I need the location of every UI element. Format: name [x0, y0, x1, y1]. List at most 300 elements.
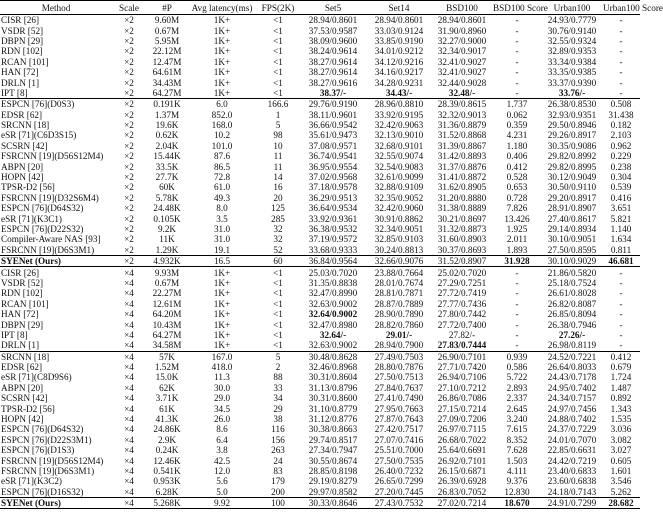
table-cell: 6.0	[188, 99, 256, 110]
table-cell: 24.43/0.7178	[547, 372, 597, 383]
table-cell: 1K+	[213, 298, 231, 309]
table-cell: 0.939	[492, 351, 542, 362]
table-cell: 12.0	[213, 465, 231, 476]
table-cell: 0.953K	[153, 476, 181, 487]
table-cell: ×4	[124, 340, 134, 351]
table-cell: 9.93M	[146, 267, 188, 278]
table-cell: 1K+	[213, 319, 231, 330]
table-cell: 3.8	[216, 445, 228, 456]
table-row	[0, 278, 640, 288]
table-cell: 0.182	[610, 120, 632, 131]
table-row	[0, 15, 640, 26]
table-cell	[492, 497, 542, 508]
method-cell: HOPN [42]	[1, 172, 44, 183]
table-row	[0, 330, 640, 340]
method-cell: TPSR-D2 [56]	[1, 403, 55, 414]
table-cell: 31.36/0.8879	[437, 120, 487, 131]
table-cell: 0.304	[610, 172, 632, 183]
table-cell: 25.18/0.7524	[547, 277, 597, 288]
table-cell: 13.426	[504, 213, 530, 224]
table-cell: 23.40/0.6833	[547, 465, 597, 476]
table-cell: <1	[273, 87, 283, 98]
table-cell: 29.26/0.8917	[547, 130, 597, 141]
table-cell: -	[619, 319, 623, 330]
method-cell: eSR [71](K3C2)	[1, 476, 62, 487]
table-cell: ×2	[124, 161, 134, 172]
bold-value: 46.681	[608, 256, 634, 267]
table-cell	[300, 309, 366, 319]
table-cell: 20	[273, 192, 283, 203]
table-cell: 29.14/0.8934	[547, 224, 597, 234]
table-cell: 2.645	[506, 403, 528, 414]
table-cell: <1	[273, 77, 283, 88]
table-cell: 31.10/0.8779	[308, 403, 358, 414]
table-cell: 26.90/0.7101	[432, 351, 492, 362]
table-cell: 28.80/0.7876	[374, 362, 424, 373]
table-cell: <1	[273, 309, 283, 320]
table-cell: 8.352	[506, 434, 528, 445]
table-cell: 35.61/0.9473	[308, 130, 358, 141]
table-cell: 5	[275, 120, 281, 131]
table-row	[0, 487, 640, 498]
table-cell: ×2	[124, 67, 134, 78]
table-cell: ×2	[124, 15, 134, 26]
table-row	[0, 46, 640, 56]
table-cell: 1.180	[506, 140, 528, 151]
table-cell: ×2	[124, 46, 134, 57]
table-cell: ×4	[124, 424, 134, 435]
table-cell: 0.229	[610, 151, 632, 162]
bold-value: 32.48/-	[448, 87, 476, 98]
method-cell: FSRCNN [19](D56S12M4)	[1, 455, 104, 466]
table-cell: 27.82/-	[448, 329, 476, 340]
table-cell: 30.35/0.9086	[547, 140, 597, 151]
table-cell: 1.503	[506, 455, 528, 466]
table-row	[0, 88, 640, 99]
table-cell: ×2	[124, 25, 134, 36]
table-row	[0, 403, 640, 413]
table-cell: 32.93/0.9351	[547, 109, 597, 120]
table-cell: ×4	[124, 486, 134, 497]
table-cell: 26.97/0.7115	[437, 424, 487, 435]
method-cell: ABPN [20]	[1, 161, 44, 172]
table-cell: 26.0	[213, 414, 231, 425]
table-cell: 3.5	[216, 213, 228, 224]
table-cell: 32.85/0.9103	[374, 234, 424, 245]
table-row	[0, 435, 640, 445]
table-cell: 31.438	[608, 109, 634, 120]
bold-value: 31.928	[504, 256, 530, 267]
table-cell: 31.62/0.8905	[437, 182, 487, 193]
table-cell: 12.830	[504, 486, 530, 497]
table-cell: 98	[273, 130, 283, 141]
table-cell: 27.49/0.7503	[366, 351, 432, 362]
table-cell: ×2	[124, 182, 134, 193]
table-cell: 1K+	[213, 25, 231, 36]
column-header: #P	[146, 1, 188, 15]
table-cell: -	[602, 267, 640, 278]
table-cell: 0.359	[506, 120, 528, 131]
table-body	[0, 15, 640, 509]
table-cell: 4.231	[506, 130, 528, 141]
table-cell: 200	[271, 486, 285, 497]
table-cell: 1.29K	[155, 244, 179, 255]
table-cell: 10	[273, 140, 283, 151]
table-cell: -	[515, 277, 519, 288]
table-cell: ×4	[112, 351, 146, 362]
table-cell: 29.50/0.8946	[547, 120, 597, 131]
method-cell: VSDR [52]	[1, 25, 44, 36]
bold-value: 34.43/-	[385, 87, 413, 98]
table-cell: 0.191K	[146, 99, 188, 110]
table-cell: 28.94/0.8601	[374, 15, 424, 26]
table-cell: 27.50/0.7513	[374, 372, 424, 383]
table-cell: 36.74/0.9541	[308, 151, 358, 162]
table-cell: 0.67M	[154, 277, 180, 288]
table-cell: 8.0	[216, 203, 228, 214]
table-row	[0, 151, 640, 161]
table-cell: 30.48/0.8628	[300, 351, 366, 362]
table-row	[0, 476, 640, 486]
table-cell: 27.87/0.7643	[374, 414, 424, 425]
table-cell: 33.68/0.9333	[308, 244, 358, 255]
table-cell: 19.6K	[155, 120, 179, 131]
method-cell: RDN [102]	[1, 46, 43, 57]
table-cell: 3.546	[610, 476, 632, 487]
table-cell: 5.6	[216, 476, 228, 487]
table-cell: 28.81/0.7871	[374, 288, 424, 299]
table-cell: 32.47/0.8980	[308, 319, 358, 330]
table-cell: 24.97/0.7456	[547, 403, 597, 414]
table-cell: 30.91/0.8862	[374, 213, 424, 224]
table-cell: 263	[271, 445, 285, 456]
table-cell: 32.54/0.9083	[374, 161, 424, 172]
table-cell: -	[619, 15, 623, 26]
table-cell: 64.27M	[152, 329, 182, 340]
table-cell: 6.4	[216, 434, 228, 445]
table-cell: 31.38/0.8889	[437, 203, 487, 214]
table-cell: 36.29/0.9513	[308, 192, 358, 203]
table-cell: ×2	[124, 87, 134, 98]
table-cell: -	[515, 25, 519, 36]
table-cell: 29	[273, 403, 283, 414]
table-cell: 0.653	[506, 182, 528, 193]
table-cell: 28.85/0.8198	[308, 465, 358, 476]
table-cell: 29.0	[213, 393, 231, 404]
table-cell: 2.04K	[155, 140, 179, 151]
table-cell: 1K+	[188, 267, 256, 278]
table-cell: 168.0	[211, 120, 233, 131]
table-cell: 32.27/0.9000	[437, 35, 487, 46]
table-cell: 1.37M	[154, 109, 180, 120]
table-cell: 24.95/0.7402	[547, 382, 597, 393]
method-cell: SRCNN [18]	[0, 351, 112, 362]
method-cell: Compiler-Aware NAS [93]	[1, 234, 101, 245]
table-cell: 33.37/0.9390	[547, 77, 597, 88]
table-cell: 24.88/0.7402	[547, 414, 597, 425]
table-row	[0, 77, 640, 87]
table-row	[0, 25, 640, 35]
table-cell: 36.38/0.9532	[308, 224, 358, 234]
table-cell: 2.103	[610, 130, 632, 141]
table-cell: 33.35/0.9385	[547, 67, 597, 78]
table-cell: <1	[273, 46, 283, 57]
table-cell: 30.50/0.9110	[547, 182, 597, 193]
table-cell: 11K	[159, 234, 175, 245]
table-cell	[300, 330, 366, 340]
table-cell: 0.62K	[155, 130, 179, 141]
column-header: Scale	[112, 1, 146, 15]
table-cell: 32.41/0.9027	[437, 56, 487, 67]
table-cell: 1K+	[213, 329, 231, 340]
table-cell: ×4	[124, 288, 134, 299]
table-cell: 22.85/0.6631	[547, 445, 597, 456]
table-row	[0, 224, 640, 234]
table-cell: 5.262	[610, 486, 632, 497]
table-cell: -	[619, 340, 623, 351]
method-cell: ESPCN [76](D22S3M1)	[1, 434, 92, 445]
table-cell: -	[492, 267, 542, 278]
table-cell: 32.42/0.9063	[374, 120, 424, 131]
table-cell: 33.5K	[155, 161, 179, 172]
table-cell: 22.27M	[152, 288, 182, 299]
table-row	[0, 455, 640, 465]
table-cell: 37.08/0.9571	[308, 140, 358, 151]
method-cell: IPT [8]	[1, 87, 28, 98]
bold-value: 32.64/0.9002	[308, 309, 358, 320]
table-cell: 1.52M	[154, 362, 180, 373]
table-cell: ×4	[124, 414, 134, 425]
table-cell: 49.3	[213, 192, 231, 203]
table-row	[0, 267, 640, 278]
table-cell: 32.41/0.9027	[437, 67, 487, 78]
table-cell: 33.92/0.9361	[308, 213, 358, 224]
table-cell: 37.18/0.9578	[308, 182, 358, 193]
table-cell: 27.10/0.7212	[437, 382, 487, 393]
table-row	[0, 130, 640, 140]
table-cell: 34.01/0.9212	[374, 46, 424, 57]
table-cell: 28.90/0.7890	[374, 309, 424, 320]
table-cell: 1.634	[610, 234, 632, 245]
table-cell: 100	[256, 497, 300, 508]
table-cell: 116	[271, 424, 285, 435]
table-row	[0, 203, 640, 213]
table-cell: <1	[273, 340, 283, 351]
table-cell: 15.0K	[155, 372, 179, 383]
table-cell: 0.541K	[153, 465, 181, 476]
method-cell: ESPCN [76](D64S32)	[1, 203, 84, 214]
table-cell: 1K+	[213, 15, 231, 26]
table-cell: 21.86/0.5820	[542, 267, 602, 278]
table-cell: <1	[273, 329, 283, 340]
table-cell: 26.85/0.8094	[547, 309, 597, 320]
table-cell: 3.651	[610, 203, 632, 214]
table-cell: 27.42/0.7517	[374, 424, 424, 435]
table-cell: 27.95/0.7663	[374, 403, 424, 414]
table-cell: 34.5	[213, 403, 231, 414]
table-cell: 36.95/0.9554	[308, 161, 358, 172]
table-cell: 36.84/0.9564	[300, 255, 366, 266]
table-cell: -	[619, 87, 623, 98]
table-cell: -	[515, 319, 519, 330]
method-cell: ESPCN [76](D64S32)	[1, 424, 84, 435]
table-cell: 30.0	[213, 382, 231, 393]
table-cell: -	[619, 25, 623, 36]
method-cell	[0, 497, 112, 508]
table-cell: 1.343	[610, 403, 632, 414]
table-cell: 0.586	[506, 362, 528, 373]
table-cell: 31.13/0.8796	[308, 382, 358, 393]
table-row	[0, 393, 640, 403]
table-row	[0, 362, 640, 372]
column-header: Set14	[366, 1, 432, 15]
table-cell: 61.0	[213, 182, 231, 193]
table-cell: 26.65/0.7299	[374, 476, 424, 487]
method-cell: HAN [72]	[1, 67, 39, 78]
table-cell: 24.91/0.7299	[542, 497, 602, 508]
table-cell: 26.38/0.7946	[547, 319, 597, 330]
table-cell: 1.601	[610, 465, 632, 476]
bold-value: SYENet (Ours)	[1, 256, 61, 267]
table-cell: ×4	[124, 298, 134, 309]
table-cell: ×4	[124, 319, 134, 330]
table-cell	[432, 340, 492, 351]
table-cell: 34.43M	[152, 77, 182, 88]
table-cell: 27.43/0.7532	[366, 497, 432, 508]
method-cell: DBPN [29]	[1, 35, 44, 46]
table-cell: 32.63/0.9002	[308, 298, 358, 309]
bold-value: 18.670	[504, 498, 530, 509]
table-cell: 1K+	[213, 56, 231, 67]
table-cell: ×2	[124, 151, 134, 162]
table-cell: 72.8	[213, 172, 231, 183]
table-cell: 32.35/0.9052	[374, 192, 424, 203]
table-cell: 38	[273, 414, 283, 425]
table-cell: 5.268K	[146, 497, 188, 508]
table-cell: 32.68/0.9101	[374, 140, 424, 151]
table-cell: 24.37/0.7229	[547, 424, 597, 435]
table-cell: 32.44/0.9028	[437, 77, 487, 88]
table-cell: 30.31/0.8604	[308, 372, 358, 383]
table-cell: 24.93/0.7779	[547, 15, 597, 26]
table-row	[0, 120, 640, 130]
table-cell: ×2	[124, 203, 134, 214]
table-cell: 1K+	[213, 67, 231, 78]
method-cell: ABPN [20]	[1, 382, 44, 393]
table-cell	[602, 255, 640, 266]
table-cell: 30.31/0.8600	[308, 393, 358, 404]
method-cell: IPT [8]	[1, 329, 28, 340]
table-row	[0, 319, 640, 329]
table-cell: 25.64/0.6691	[437, 445, 487, 456]
table-cell: 26.39/0.6928	[437, 476, 487, 487]
table-cell: 22.12M	[152, 46, 182, 57]
method-cell: ESPCN [76](D1S3)	[1, 445, 75, 456]
column-header: Urban100	[542, 1, 602, 15]
table-cell: 27.29/0.7251	[437, 277, 487, 288]
method-cell: EDSR [62]	[1, 362, 43, 373]
table-cell: 36.66/0.9542	[308, 120, 358, 131]
table-cell: 1.487	[610, 382, 632, 393]
method-cell: TPSR-D2 [56]	[1, 182, 55, 193]
table-cell: 1K+	[213, 309, 231, 320]
table-cell: 31.20/0.8880	[437, 192, 487, 203]
table-cell: -	[515, 15, 519, 26]
table-cell: 179	[271, 476, 285, 487]
table-cell: 29.20/0.8917	[547, 192, 597, 203]
table-cell	[602, 497, 640, 508]
bold-value: 32.64/-	[319, 329, 347, 340]
table-cell: 156	[271, 434, 285, 445]
table-cell: 2.9K	[157, 434, 177, 445]
table-cell: 60	[256, 255, 300, 266]
table-cell: 32.46/0.8968	[308, 362, 358, 373]
table-cell: 24.01/0.7070	[547, 434, 597, 445]
table-cell: 16.5	[188, 255, 256, 266]
table-cell: 31.32/0.8873	[437, 224, 487, 234]
table-row	[0, 245, 640, 256]
table-cell: 1K+	[213, 35, 231, 46]
table-cell: 27.77/0.7436	[437, 298, 487, 309]
table-cell: 38.27/0.9616	[308, 77, 358, 88]
table-cell: 12.47M	[152, 56, 182, 67]
table-cell: 61K	[159, 403, 175, 414]
method-cell: DRLN [1]	[1, 340, 40, 351]
table-row	[0, 213, 640, 223]
table-cell: ×2	[124, 120, 134, 131]
table-cell: -	[515, 309, 519, 320]
table-cell: 0.528	[506, 172, 528, 183]
table-cell	[366, 88, 432, 99]
table-cell: 3.082	[610, 434, 632, 445]
table-row	[0, 234, 640, 244]
table-cell: 0.416	[610, 192, 632, 203]
table-cell: 5.722	[506, 372, 528, 383]
table-cell: 1K+	[213, 87, 231, 98]
table-row	[0, 67, 640, 77]
table-cell: ×4	[124, 393, 134, 404]
table-cell: 27.07/0.7416	[374, 434, 424, 445]
table-cell: 41.3K	[155, 414, 179, 425]
table-cell: 30.12/0.9049	[547, 172, 597, 183]
table-cell: ×2	[124, 140, 134, 151]
bold-value: SYENet (Ours)	[1, 498, 61, 509]
table-row	[0, 351, 640, 362]
table-cell: -	[515, 329, 519, 340]
table-cell: ×2	[124, 35, 134, 46]
method-cell: RCAN [101]	[1, 56, 49, 67]
table-cell: 5.95M	[154, 35, 180, 46]
table-cell: <1	[273, 298, 283, 309]
table-cell: 28.82/0.7860	[374, 319, 424, 330]
table-cell: -	[515, 46, 519, 57]
table-cell: 27.20/0.7445	[374, 486, 424, 497]
table-cell: 3.71K	[155, 393, 179, 404]
table-cell: ×4	[124, 455, 134, 466]
table-cell: 0.605	[610, 455, 632, 466]
table-cell: 29.97/0.8582	[308, 486, 358, 497]
table-cell: -	[619, 67, 623, 78]
table-cell: 125	[271, 203, 285, 214]
table-row	[0, 288, 640, 298]
method-cell: DRLN [1]	[1, 77, 40, 88]
column-header: BSD100	[432, 1, 492, 15]
table-cell: 167.0	[188, 351, 256, 362]
table-cell: 23.60/0.6838	[547, 476, 597, 487]
table-cell: 1K+	[213, 77, 231, 88]
table-cell: 29.74/0.8517	[308, 434, 358, 445]
table-cell: 30.10/0.9029	[542, 255, 602, 266]
